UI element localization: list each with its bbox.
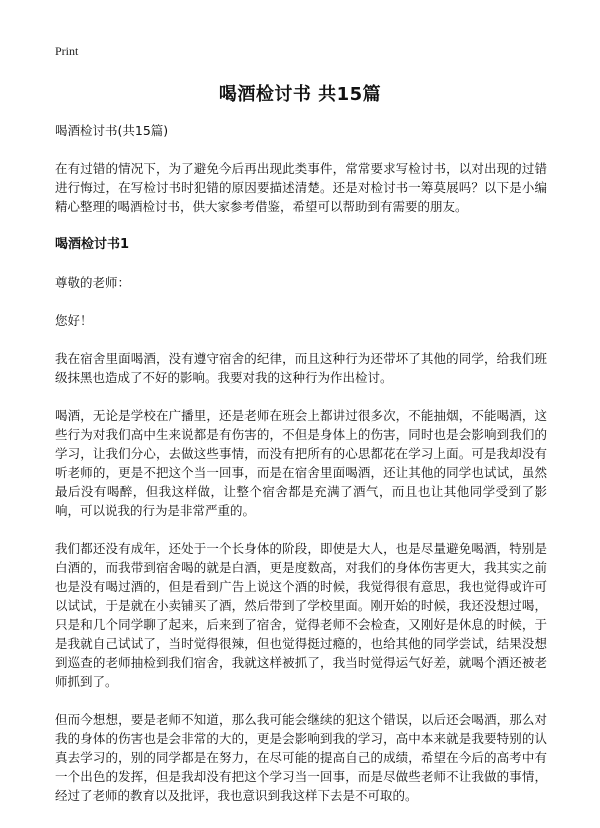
greeting-line: 尊敬的老师： [55, 275, 131, 290]
document-title: 喝酒检讨书 共15篇 [218, 84, 382, 105]
body-paragraph-4: 但而今想想，要是老师不知道，那么我可能会继续的犯这个错误，以后还会喝酒，那么对我的身体的伤害也是会非常的大的，更是会影响到我的学习，高中本来就是我要特别的认真去学习的，别的同学都是在努力，在尽可能的提高自己的成绩，希望在今后的高考中有一个出色的发挥，但是我却没有把这个学习当一回事，而是尽做些老师不让我做的事情，经过了老师的教育以及批评，我也意识到我这样下去是不可取的。 [55, 712, 547, 803]
body-paragraph-2: 喝酒，无论是学校在广播里，还是老师在班会上都讲过很多次，不能抽烟，不能喝酒，这些行为对我们高中生来说都是有伤害的，不但是身体上的伤害，同时也是会影响到我们的学习，让我们分心，去做这些事情，而没有把所有的心思都花在学习上面。可是我却没有听老师的，更是不把这个当一回事，而是在宿舍里面喝酒，还让其他的同学也试试，虽然最后没有喝醉，但我这样做，让整个宿舍都是充满了酒气，而且也让其他同学受到了影响，可以说我的行为是非常严重的。 [55, 408, 547, 518]
body-paragraph-1: 我在宿舍里面喝酒，没有遵守宿舍的纪律，而且这种行为还带坏了其他的同学，给我们班级抹黑也造成了不好的影响。我要对我的这种行为作出检讨。 [55, 351, 547, 385]
document-body [55, 121, 547, 824]
body-paragraph-3: 我们都还没有成年，还处于一个长身体的阶段，即使是大人，也是尽量避免喝酒，特别是白酒的，而我带到宿舍喝的就是白酒，更是度数高，对我们的身体伤害更大，我其实之前也是没有喝过酒的，但是看到广告上说这个酒的时候，我觉得很有意思，我也觉得或许可以试试，于是就在小卖铺买了酒，然后带到了学校里面。刚开始的时候，我还没想过喝，只是和几个同学聊了起来，后来到了宿舍，觉得老师不会检查，又刚好是休息的时候，于是我就自己试试了，当时觉得很辣，但也觉得挺过瘾的，也给其他的同学尝试，结果没想到巡查的老师抽检到我们宿舍，我就这样被抓了，我当时觉得运气好差，就喝个酒还被老师抓到了。 [55, 541, 547, 689]
document-subtitle: 喝酒检讨书(共15篇) [55, 123, 169, 138]
print-label[interactable]: Print [55, 44, 79, 58]
section-heading: 喝酒检讨书1 [55, 237, 130, 252]
hello-line: 您好！ [55, 313, 93, 328]
intro-paragraph: 在有过错的情况下，为了避免今后再出现此类事件，常常要求写检讨书，以对出现的过错进行悔过，在写检讨书时犯错的原因要描述清楚。还是对检讨书一筹莫展吗？以下是小编精心整理的喝酒检讨书，供大家参考借鉴，希望可以帮助到有需要的朋友。 [55, 161, 547, 214]
